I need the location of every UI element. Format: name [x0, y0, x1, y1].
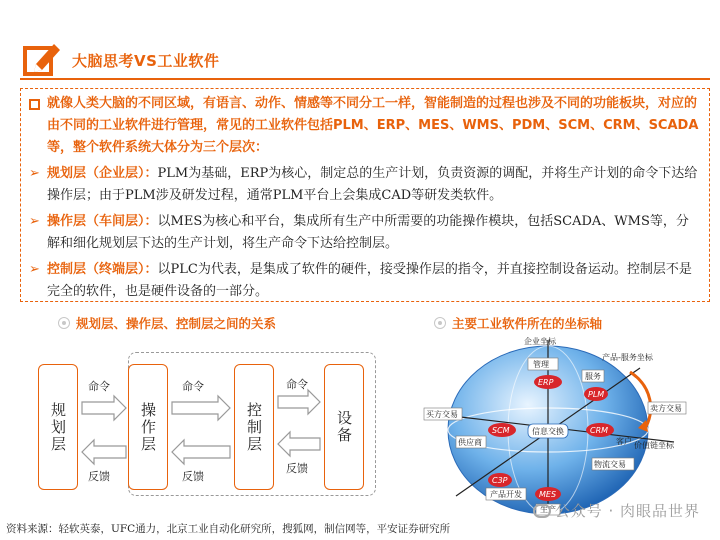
product-dev-node: 产品开发	[490, 490, 522, 499]
service-node: 服务	[585, 372, 601, 381]
circle-bullet-icon	[58, 317, 70, 329]
seller-trade-node: 卖方交易	[650, 404, 682, 413]
list-item	[29, 211, 701, 255]
layer-label: 控制层（终端层）：	[47, 262, 158, 277]
command-label: 命令	[88, 380, 110, 393]
buyer-trade-node: 买方交易	[426, 410, 458, 419]
intro-text: 就像人类大脑的不同区域，有语言、动作、情感等不同分工一样，智能制造的过程也涉及不同的功能板块，对应的由不同的工业软件进行管理，常见的工业软件包括PLM、ERP、MES、WMS、PDM、SCM、CRM、SCADA等，整个软件系统大体分为三个层次：	[47, 96, 699, 155]
feedback-arrow-icon	[278, 432, 320, 456]
command-arrow-icon	[278, 390, 320, 414]
feedback-arrow-icon	[82, 440, 126, 464]
equipment-box: 设备	[324, 364, 364, 490]
command-arrow-icon	[82, 396, 126, 420]
intro-paragraph	[29, 93, 701, 159]
layer-label: 规划层（企业层）：	[47, 166, 158, 181]
scm-node: SCM	[492, 426, 510, 435]
arrow-bullet-icon: ➢	[29, 166, 40, 181]
control-layer-box: 控制层	[234, 364, 274, 490]
software-axis-diagram	[416, 332, 690, 516]
content-box	[20, 88, 710, 302]
axis-heading: 主要工业软件所在的坐标轴	[434, 314, 602, 332]
wechat-icon	[533, 504, 551, 518]
crm-node: CRM	[590, 426, 609, 435]
layer-text: PLM为基础，ERP为核心，制定总的生产计划，负责资源的调配，并将生产计划的命令下达给操作层；由于PLM涉及研发过程，通常PLM平台上会集成CAD等研发类软件。	[47, 166, 698, 203]
relationship-heading: 规划层、操作层、控制层之间的关系	[58, 314, 276, 332]
production-node: 生产	[540, 505, 556, 514]
operation-layer-box: 操作层	[128, 364, 168, 490]
feedback-label: 反馈	[88, 470, 110, 483]
command-label: 命令	[182, 380, 204, 393]
command-label: 命令	[286, 378, 308, 391]
c3p-node: C3P	[492, 476, 508, 485]
layer-text: 以PLC为代表，是集成了软件的硬件，接受操作层的指令，并直接控制设备运动。控制层不是完全的软件，也是硬件设备的一部分。	[47, 262, 692, 299]
arrow-bullet-icon: ➢	[29, 214, 40, 229]
info-exchange-node: 信息交换	[532, 427, 564, 436]
title-divider	[20, 78, 710, 80]
erp-node: ERP	[538, 378, 554, 387]
watermark: 公众号 · 肉眼品世界	[533, 500, 700, 521]
layer-relationship-diagram	[38, 348, 378, 498]
square-bullet-icon	[29, 99, 40, 110]
feedback-label: 反馈	[182, 470, 204, 483]
supplier-node: 供应商	[458, 438, 482, 447]
circle-bullet-icon	[434, 317, 446, 329]
source-note: 资料来源：轻软英泰，UFC通力，北京工业自动化研究所，搜狐网，制信网等，平安证券研究所	[6, 523, 451, 535]
enterprise-axis-label: 企业坐标	[524, 337, 556, 346]
customer-node: 客户	[616, 437, 632, 446]
value-chain-axis-label: 价值链坐标	[634, 441, 674, 450]
page-title: 大脑思考VS工业软件	[72, 52, 220, 70]
mes-node: MES	[539, 490, 557, 499]
brand-logo-icon	[22, 40, 62, 78]
layer-label: 操作层（车间层）：	[47, 214, 158, 229]
product-service-axis-label: 产品-服务坐标	[602, 353, 653, 362]
feedback-label: 反馈	[286, 462, 308, 475]
list-item	[29, 163, 701, 207]
list-item	[29, 259, 701, 303]
layer-text: 以MES为核心和平台，集成所有生产中所需要的功能操作模块，包括SCADA、WMS等，分解和细化规划层下达的生产计划，将生产命令下达给控制层。	[47, 214, 689, 251]
arrow-bullet-icon: ➢	[29, 262, 40, 277]
logistics-node: 物流交易	[594, 460, 626, 469]
feedback-arrow-icon	[172, 440, 230, 464]
command-arrow-icon	[172, 396, 230, 420]
plm-node: PLM	[588, 390, 605, 399]
manage-node: 管理	[533, 360, 549, 369]
planning-layer-box: 规划层	[38, 364, 78, 490]
